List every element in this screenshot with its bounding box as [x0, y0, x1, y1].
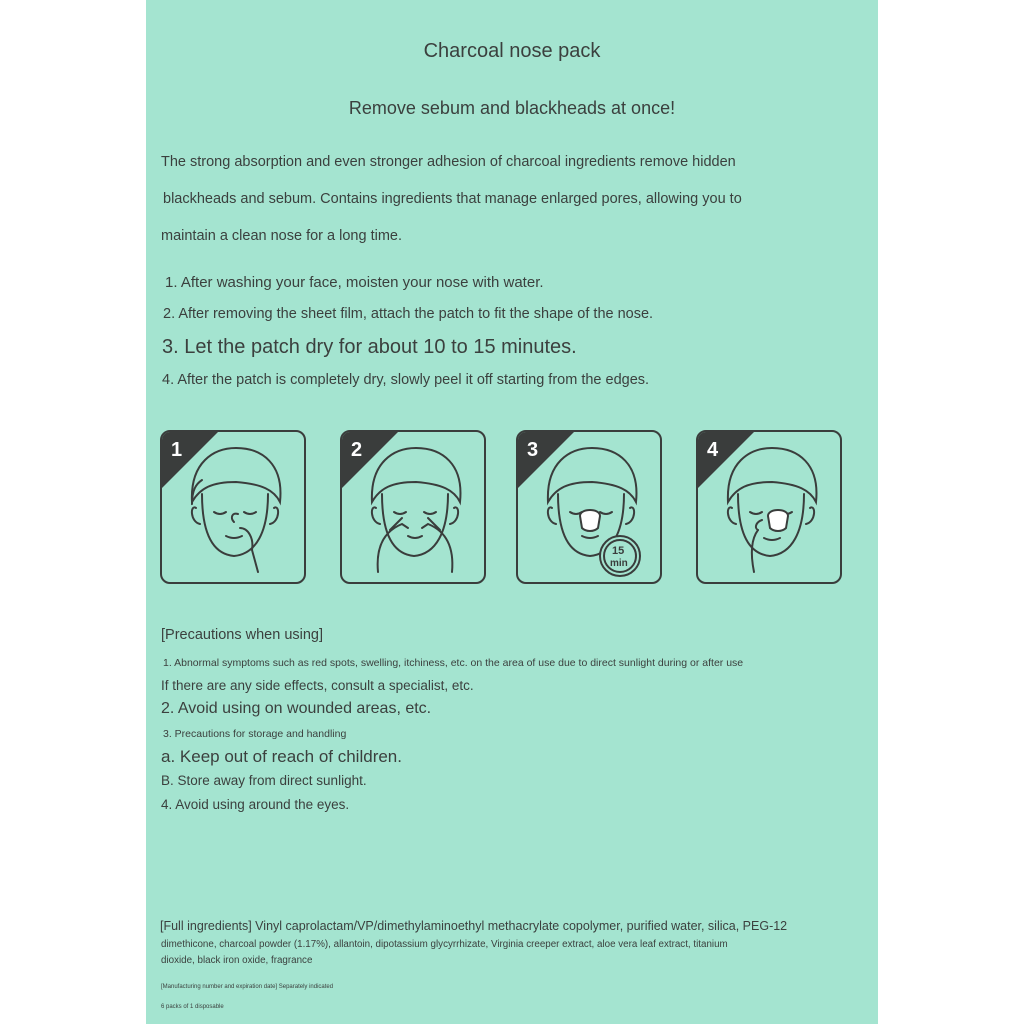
intro-line: maintain a clean nose for a long time. — [161, 228, 402, 244]
timer-number: 15 — [612, 545, 625, 557]
step-3: 3. Let the patch dry for about 10 to 15 minutes. — [162, 336, 577, 358]
intro-line: blackheads and sebum. Contains ingredients that manage enlarged pores, allowing you to — [163, 191, 742, 207]
illustration-panel-4 — [696, 430, 842, 584]
page-title: Charcoal nose pack — [423, 40, 601, 62]
moisten-nose-icon — [162, 432, 304, 582]
precaution-line: B. Store away from direct sunlight. — [161, 773, 367, 788]
precaution-line: a. Keep out of reach of children. — [161, 747, 402, 766]
illustration-panel-2 — [340, 430, 486, 584]
attach-patch-icon — [342, 432, 484, 582]
step-1: 1. After washing your face, moisten your nose with water. — [165, 274, 544, 291]
pack-note: 6 packs of 1 disposable — [161, 1004, 224, 1010]
precaution-line: 2. Avoid using on wounded areas, etc. — [161, 700, 432, 717]
panel-number: 4 — [707, 439, 719, 461]
ingredients-line: [Full ingredients] Vinyl caprolactam/VP/dimethylaminoethyl methacrylate copolymer, purified water, silica, PEG-12 — [160, 919, 788, 933]
page-subtitle: Remove sebum and blackheads at once! — [348, 98, 676, 118]
precaution-line: 4. Avoid using around the eyes. — [161, 797, 350, 812]
peel-patch-icon — [698, 432, 840, 582]
timer-unit: min — [610, 558, 628, 569]
illustration-panel-1 — [160, 430, 306, 584]
ingredients-line: dioxide, black iron oxide, fragrance — [161, 955, 313, 966]
precautions-heading: [Precautions when using] — [161, 627, 324, 643]
illustration-panel-3 — [516, 430, 662, 584]
precaution-line: 1. Abnormal symptoms such as red spots, swelling, itchiness, etc. on the area of use due to direct sunlight during or after use — [163, 657, 744, 669]
precaution-line: 3. Precautions for storage and handling — [163, 728, 347, 740]
precaution-line: If there are any side effects, consult a specialist, etc. — [161, 678, 474, 693]
intro-line: The strong absorption and even stronger adhesion of charcoal ingredients remove hidden — [161, 154, 736, 170]
manufacturing-note: [Manufacturing number and expiration date] Separately indicated — [161, 984, 334, 990]
panel-number: 1 — [171, 439, 183, 461]
wait-icon — [518, 432, 660, 582]
step-4: 4. After the patch is completely dry, slowly peel it off starting from the edges. — [162, 372, 650, 388]
panel-number: 3 — [527, 439, 539, 461]
ingredients-line: dimethicone, charcoal powder (1.17%), allantoin, dipotassium glycyrrhizate, Virginia creeper extract, aloe vera leaf extract, titanium — [161, 939, 728, 950]
panel-number: 2 — [351, 439, 363, 461]
step-2: 2. After removing the sheet film, attach the patch to fit the shape of the nose. — [163, 306, 654, 322]
instruction-sheet — [146, 0, 878, 1024]
